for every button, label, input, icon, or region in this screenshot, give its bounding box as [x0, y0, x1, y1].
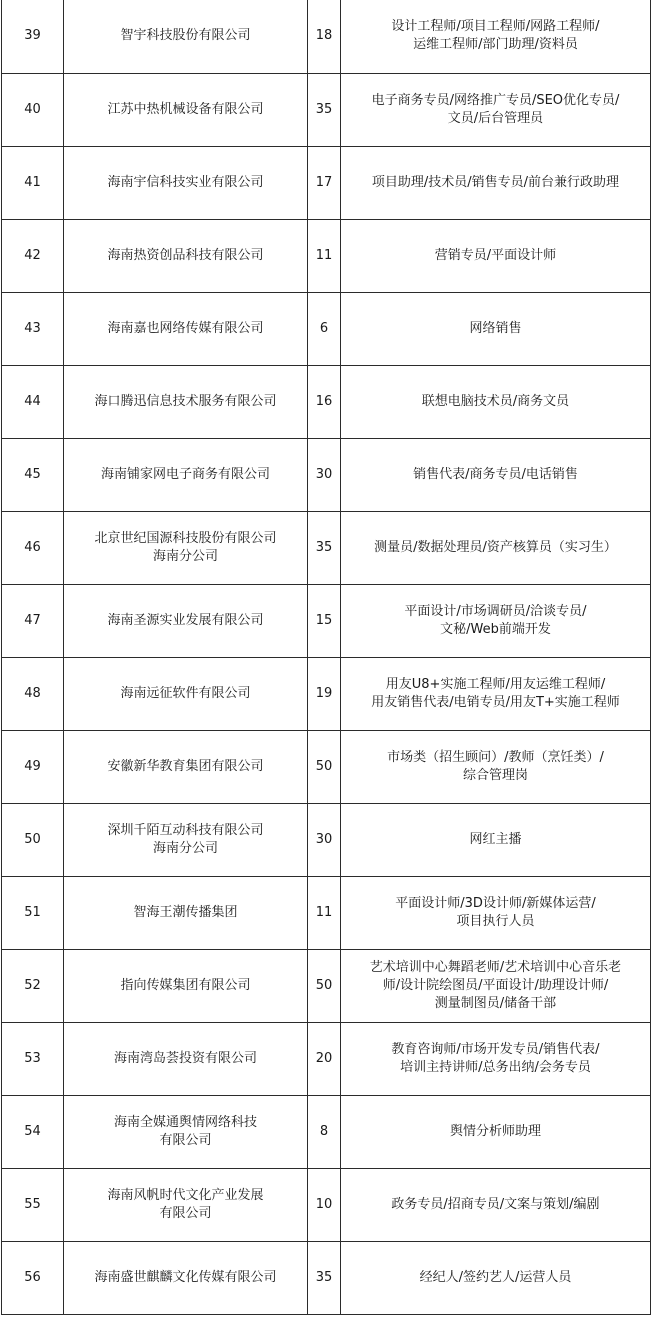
positions — [341, 803, 651, 876]
table-row — [2, 1168, 651, 1241]
row-number: 49 — [2, 730, 64, 803]
headcount: 35 — [308, 511, 341, 584]
positions — [341, 146, 651, 219]
headcount: 50 — [308, 730, 341, 803]
company-name-line: 江苏中热机械设备有限公司 — [107, 101, 264, 117]
headcount: 8 — [308, 1095, 341, 1168]
company-name — [64, 365, 308, 438]
company-name — [64, 657, 308, 730]
row-number: 56 — [2, 1241, 64, 1314]
row-number: 48 — [2, 657, 64, 730]
company-name — [64, 949, 308, 1022]
row-number: 39 — [2, 0, 64, 73]
row-number: 53 — [2, 1022, 64, 1095]
positions-line: 联想电脑技术员/商务文员 — [421, 393, 570, 409]
positions — [341, 1022, 651, 1095]
table-row — [2, 803, 651, 876]
table-row — [2, 365, 651, 438]
positions-line: 设计工程师/项目工程师/网路工程师/ — [391, 19, 600, 35]
row-number: 51 — [2, 876, 64, 949]
row-number: 47 — [2, 584, 64, 657]
company-name-line: 海南热资创品科技有限公司 — [107, 247, 264, 263]
row-number: 46 — [2, 511, 64, 584]
table-row — [2, 0, 651, 73]
positions — [341, 365, 651, 438]
positions-line: 市场类（招生顾问）/教师（烹饪类）/ — [387, 749, 604, 765]
positions-line: 艺术培训中心舞蹈老师/艺术培训中心音乐老 — [369, 959, 622, 975]
row-number: 45 — [2, 438, 64, 511]
table-row — [2, 146, 651, 219]
positions — [341, 0, 651, 73]
company-name — [64, 803, 308, 876]
company-name — [64, 1168, 308, 1241]
table-body — [2, 0, 651, 1314]
positions-line: 项目助理/技术员/销售专员/前台兼行政助理 — [371, 174, 620, 190]
company-name — [64, 292, 308, 365]
positions-line: 营销专员/平面设计师 — [434, 247, 557, 263]
table-row — [2, 657, 651, 730]
company-name-line: 有限公司 — [159, 1205, 212, 1221]
company-name — [64, 730, 308, 803]
table-row — [2, 292, 651, 365]
company-name — [64, 0, 308, 73]
positions-line: 平面设计师/3D设计师/新媒体运营/ — [395, 895, 596, 911]
positions — [341, 511, 651, 584]
row-number: 52 — [2, 949, 64, 1022]
row-number: 41 — [2, 146, 64, 219]
company-name-line: 海南分公司 — [152, 548, 218, 564]
positions-line: 平面设计/市场调研员/洽谈专员/ — [404, 603, 587, 619]
row-number: 50 — [2, 803, 64, 876]
company-name-line: 智海王潮传播集团 — [133, 904, 238, 920]
headcount: 35 — [308, 1241, 341, 1314]
table-row — [2, 1241, 651, 1314]
company-name — [64, 73, 308, 146]
positions — [341, 657, 651, 730]
headcount: 19 — [308, 657, 341, 730]
headcount: 30 — [308, 438, 341, 511]
headcount: 6 — [308, 292, 341, 365]
positions — [341, 292, 651, 365]
table-row — [2, 876, 651, 949]
company-name — [64, 511, 308, 584]
table-row — [2, 438, 651, 511]
positions-line: 师/设计院绘图员/平面设计/助理设计师/ — [382, 977, 609, 993]
positions — [341, 949, 651, 1022]
company-name-line: 有限公司 — [159, 1132, 212, 1148]
recruitment-table — [1, 0, 651, 1315]
company-name-line: 海口腾迅信息技术服务有限公司 — [94, 393, 277, 409]
table-row — [2, 73, 651, 146]
table-row — [2, 219, 651, 292]
positions-line: 测量员/数据处理员/资产核算员（实习生） — [374, 539, 617, 555]
positions-line: 教育咨询师/市场开发专员/销售代表/ — [391, 1041, 600, 1057]
positions-line: 电子商务专员/网络推广专员/SEO优化专员/ — [371, 92, 620, 108]
positions-line: 舆情分析师助理 — [449, 1123, 541, 1139]
company-name-line: 北京世纪国源科技股份有限公司 — [94, 530, 277, 546]
positions-line: 网络销售 — [469, 320, 522, 336]
company-name — [64, 1241, 308, 1314]
positions-line: 政务专员/招商专员/文案与策划/编剧 — [391, 1196, 600, 1212]
row-number: 55 — [2, 1168, 64, 1241]
positions-line: 经纪人/签约艺人/运营人员 — [419, 1269, 572, 1285]
company-name — [64, 438, 308, 511]
company-name-line: 海南铺家网电子商务有限公司 — [100, 466, 270, 482]
row-number: 43 — [2, 292, 64, 365]
positions-line: 文秘/Web前端开发 — [440, 621, 551, 637]
positions-line: 培训主持讲师/总务出纳/会务专员 — [400, 1059, 591, 1075]
row-number: 44 — [2, 365, 64, 438]
company-name-line: 海南分公司 — [152, 840, 218, 856]
headcount: 30 — [308, 803, 341, 876]
table-row — [2, 584, 651, 657]
company-name — [64, 876, 308, 949]
headcount: 11 — [308, 876, 341, 949]
row-number: 54 — [2, 1095, 64, 1168]
positions — [341, 73, 651, 146]
company-name-line: 海南宇信科技实业有限公司 — [107, 174, 264, 190]
positions-line: 网红主播 — [469, 831, 522, 847]
positions-line: 运维工程师/部门助理/资料员 — [413, 37, 578, 53]
headcount: 50 — [308, 949, 341, 1022]
company-name-line: 安徽新华教育集团有限公司 — [107, 758, 264, 774]
headcount: 17 — [308, 146, 341, 219]
company-name-line: 海南风帆时代文化产业发展 — [107, 1187, 264, 1203]
table-row — [2, 1022, 651, 1095]
company-name-line: 海南圣源实业发展有限公司 — [107, 612, 264, 628]
positions-line: 文员/后台管理员 — [447, 110, 544, 126]
company-name — [64, 1022, 308, 1095]
company-name — [64, 584, 308, 657]
company-name-line: 深圳千陌互动科技有限公司 — [107, 822, 264, 838]
company-name-line: 海南嘉也网络传媒有限公司 — [107, 320, 264, 336]
row-number: 42 — [2, 219, 64, 292]
positions — [341, 1168, 651, 1241]
table-row — [2, 730, 651, 803]
company-name — [64, 1095, 308, 1168]
headcount: 11 — [308, 219, 341, 292]
headcount: 15 — [308, 584, 341, 657]
table-row — [2, 1095, 651, 1168]
table-row — [2, 511, 651, 584]
row-number: 40 — [2, 73, 64, 146]
positions-line: 测量制图员/储备干部 — [434, 995, 557, 1011]
positions — [341, 219, 651, 292]
positions — [341, 876, 651, 949]
positions-line: 用友U8+实施工程师/用友运维工程师/ — [385, 676, 606, 692]
positions-line: 项目执行人员 — [456, 913, 535, 929]
company-name-line: 海南盛世麒麟文化传媒有限公司 — [94, 1269, 277, 1285]
headcount: 20 — [308, 1022, 341, 1095]
company-name — [64, 219, 308, 292]
positions-line: 销售代表/商务专员/电话销售 — [413, 466, 578, 482]
company-name-line: 海南全媒通舆情网络科技 — [113, 1114, 257, 1130]
headcount: 10 — [308, 1168, 341, 1241]
headcount: 16 — [308, 365, 341, 438]
positions — [341, 438, 651, 511]
positions — [341, 1241, 651, 1314]
positions-line: 用友销售代表/电销专员/用友T+实施工程师 — [371, 694, 620, 710]
company-name-line: 智宇科技股份有限公司 — [120, 28, 251, 44]
positions-line: 综合管理岗 — [462, 767, 528, 783]
headcount: 35 — [308, 73, 341, 146]
company-name-line: 海南湾岛荟投资有限公司 — [113, 1050, 257, 1066]
positions — [341, 584, 651, 657]
positions — [341, 1095, 651, 1168]
headcount: 18 — [308, 0, 341, 73]
positions — [341, 730, 651, 803]
company-name-line: 指向传媒集团有限公司 — [120, 977, 251, 993]
company-name-line: 海南远征软件有限公司 — [120, 685, 251, 701]
company-name — [64, 146, 308, 219]
table-row — [2, 949, 651, 1022]
